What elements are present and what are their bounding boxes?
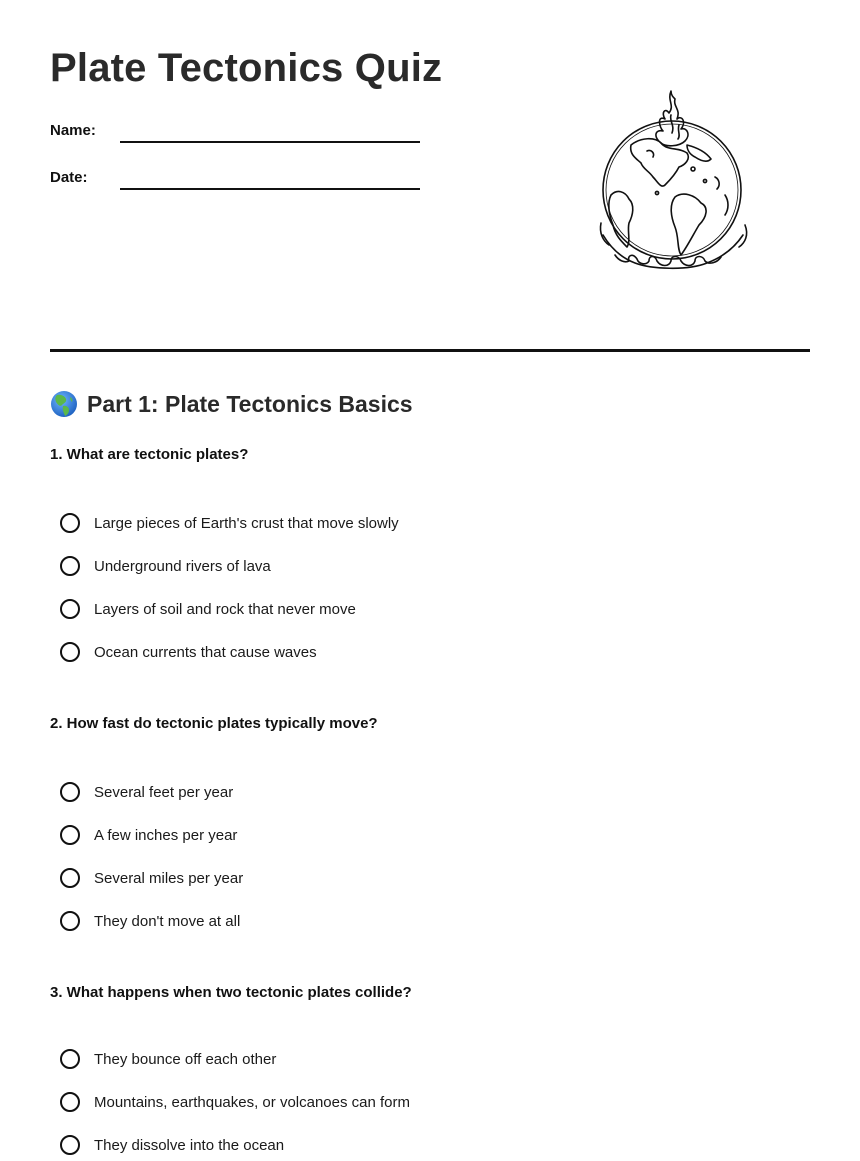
answer-option-label: Ocean currents that cause waves (94, 643, 317, 661)
question-text: 3. What happens when two tectonic plates collide? (50, 984, 412, 1001)
answer-option-label: They bounce off each other (94, 1050, 277, 1068)
answer-option[interactable] (60, 865, 243, 891)
section-title-text: Part 1: Plate Tectonics Basics (87, 390, 413, 417)
answer-option-label: A few inches per year (94, 826, 238, 844)
answer-option-label: They dissolve into the ocean (94, 1136, 285, 1154)
answer-option[interactable] (60, 639, 317, 665)
answer-option-label: They don't move at all (94, 912, 241, 930)
answer-option-label: Underground rivers of lava (94, 557, 271, 575)
page-title: Plate Tectonics Quiz (50, 46, 443, 90)
answer-option[interactable] (60, 779, 233, 805)
answer-option-label: Mountains, earthquakes, or volcanoes can form (94, 1093, 411, 1111)
radio-button[interactable] (60, 642, 80, 662)
answer-option[interactable] (60, 510, 399, 536)
radio-button[interactable] (60, 1135, 80, 1155)
radio-button[interactable] (60, 556, 80, 576)
answer-option-label: Layers of soil and rock that never move (94, 600, 356, 618)
name-field[interactable] (120, 141, 420, 143)
date-label: Date: (50, 169, 88, 186)
question-text: 2. How fast do tectonic plates typically move? (50, 715, 378, 732)
radio-button[interactable] (60, 911, 80, 931)
answer-option[interactable] (60, 908, 240, 934)
answer-option[interactable] (60, 596, 356, 622)
answer-option-label: Large pieces of Earth's crust that move slowly (94, 514, 399, 532)
date-field[interactable] (120, 188, 420, 190)
answer-option-label: Several feet per year (94, 783, 234, 801)
answer-option-label: Several miles per year (94, 869, 244, 887)
date-field-row (50, 169, 420, 195)
name-field-row (50, 122, 420, 148)
answer-option[interactable] (60, 1046, 276, 1072)
radio-button[interactable] (60, 868, 80, 888)
burning-earth-globe-icon (595, 85, 755, 275)
answer-option[interactable] (60, 1089, 410, 1115)
section-title-part-1 (50, 390, 413, 418)
name-label: Name: (50, 122, 96, 139)
answer-option[interactable] (60, 822, 237, 848)
answer-option[interactable] (60, 553, 271, 579)
header-divider (50, 349, 810, 352)
radio-button[interactable] (60, 782, 80, 802)
answer-option[interactable] (60, 1132, 284, 1158)
globe-americas-icon (50, 390, 78, 418)
radio-button[interactable] (60, 513, 80, 533)
radio-button[interactable] (60, 1049, 80, 1069)
radio-button[interactable] (60, 599, 80, 619)
radio-button[interactable] (60, 1092, 80, 1112)
radio-button[interactable] (60, 825, 80, 845)
question-text: 1. What are tectonic plates? (50, 446, 249, 463)
